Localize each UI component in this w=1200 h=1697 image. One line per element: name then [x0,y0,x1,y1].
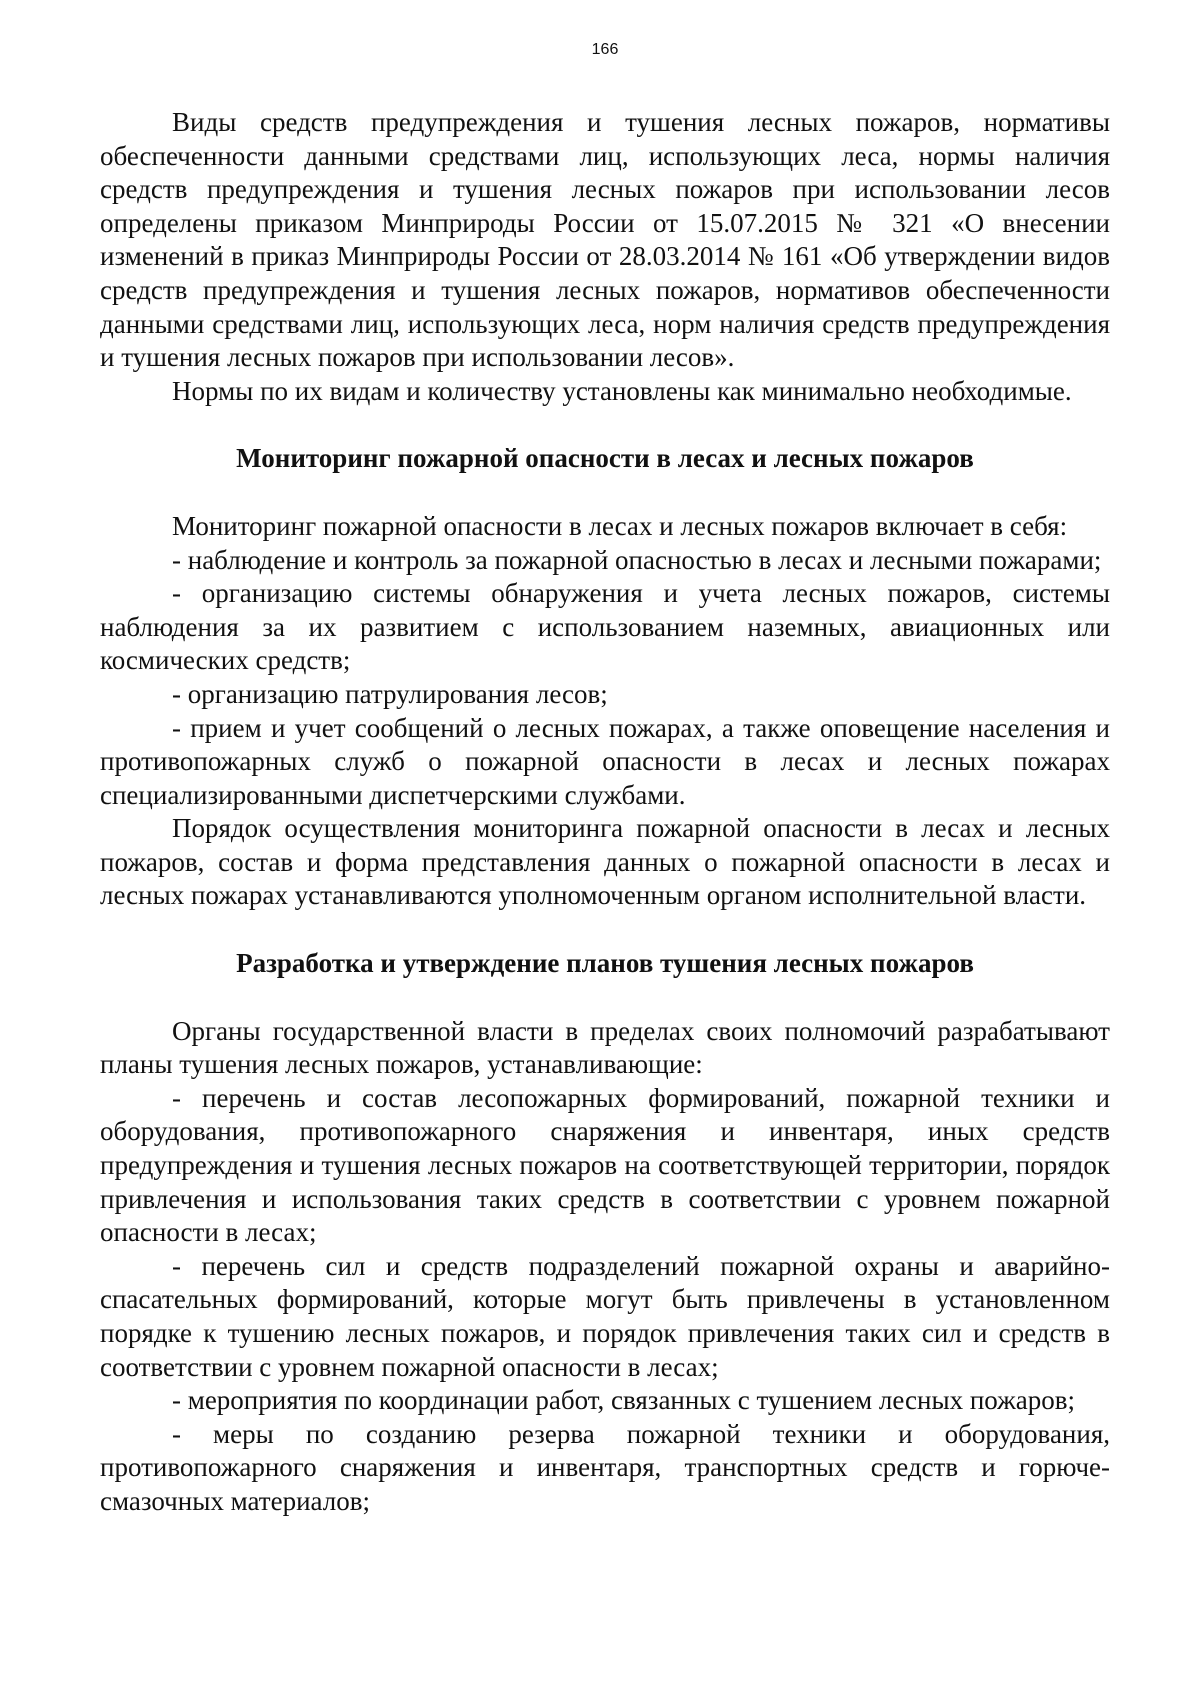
monitoring-list-item-2: - организацию системы обнаружения и учета лесных пожаров, системы наблюдения за их развитием с использованием наземных, авиационных или космических средств; [100,578,1110,676]
plans-list-item-2: - перечень сил и средств подразделений пожарной охраны и аварийно-спасательных формирований, которые могут быть привлечены в установленном порядке к тушению лесных пожаров, и порядок привлечения таких сил и средств в соответствии с уровнем пожарной опасности в лесах; [100,1250,1110,1382]
monitoring-list-item-1: - наблюдение и контроль за пожарной опасностью в лесах и лесными пожарами; [172,544,1102,575]
section-heading-plans: Разработка и утверждение планов тушения лесных пожаров [236,948,974,979]
spacer [100,476,1110,510]
monitoring-list-item-3: - организацию патрулирования лесов; [172,678,608,709]
monitoring-paragraph-1: Мониторинг пожарной опасности в лесах и лесных пожаров включает в себя: [172,510,1068,541]
plans-paragraph-1: Органы государственной власти в пределах своих полномочий разрабатывают планы тушения лесных пожаров, устанавливающие: [100,1015,1110,1080]
spacer [100,913,1110,947]
spacer [100,981,1110,1015]
document-page [100,40,1110,1519]
intro-paragraph-1: Виды средств предупреждения и тушения лесных пожаров, нормативы обеспеченности данными средствами лиц, использующих леса, нормы наличия средств предупреждения и тушения лесных пожаров при использовании лесов определены приказом Минприроды России от 15.07.2015 № 321 «О внесении изменений в приказ Минприроды России от 28.03.2014 № 161 «Об утверждении видов средств предупреждения и тушения лесных пожаров, нормативов обеспеченности данными средствами лиц, использующих леса, норм наличия средств предупреждения и тушения лесных пожаров при использовании лесов». [100,107,1110,373]
section-heading-monitoring: Мониторинг пожарной опасности в лесах и лесных пожаров [236,443,974,474]
plans-list-item-1: - перечень и состав лесопожарных формирований, пожарной техники и оборудования, противопожарного снаряжения и инвентаря, иных средств предупреждения и тушения лесных пожаров на соответствующей территории, порядок привлечения и использования таких средств в соответствии с уровнем пожарной опасности в лесах; [100,1082,1110,1248]
monitoring-list-item-4: - прием и учет сообщений о лесных пожарах, а также оповещение населения и противопожарных служб о пожарной опасности в лесах и лесных пожарах специализированными диспетчерскими службами. [100,712,1110,810]
plans-list-item-4: - меры по созданию резерва пожарной техники и оборудования, противопожарного снаряжения и инвентаря, транспортных средств и горюче-смазочных материалов; [100,1418,1110,1516]
spacer [100,408,1110,442]
page-number: 166 [591,41,619,58]
plans-list-item-3: - мероприятия по координации работ, связанных с тушением лесных пожаров; [172,1385,1076,1416]
monitoring-paragraph-2: Порядок осуществления мониторинга пожарной опасности в лесах и лесных пожаров, состав и форма представления данных о пожарной опасности в лесах и лесных пожарах устанавливаются уполномоченным органом исполнительной власти. [100,813,1110,911]
intro-paragraph-2: Нормы по их видам и количеству установлены как минимально необходимые. [172,375,1072,406]
